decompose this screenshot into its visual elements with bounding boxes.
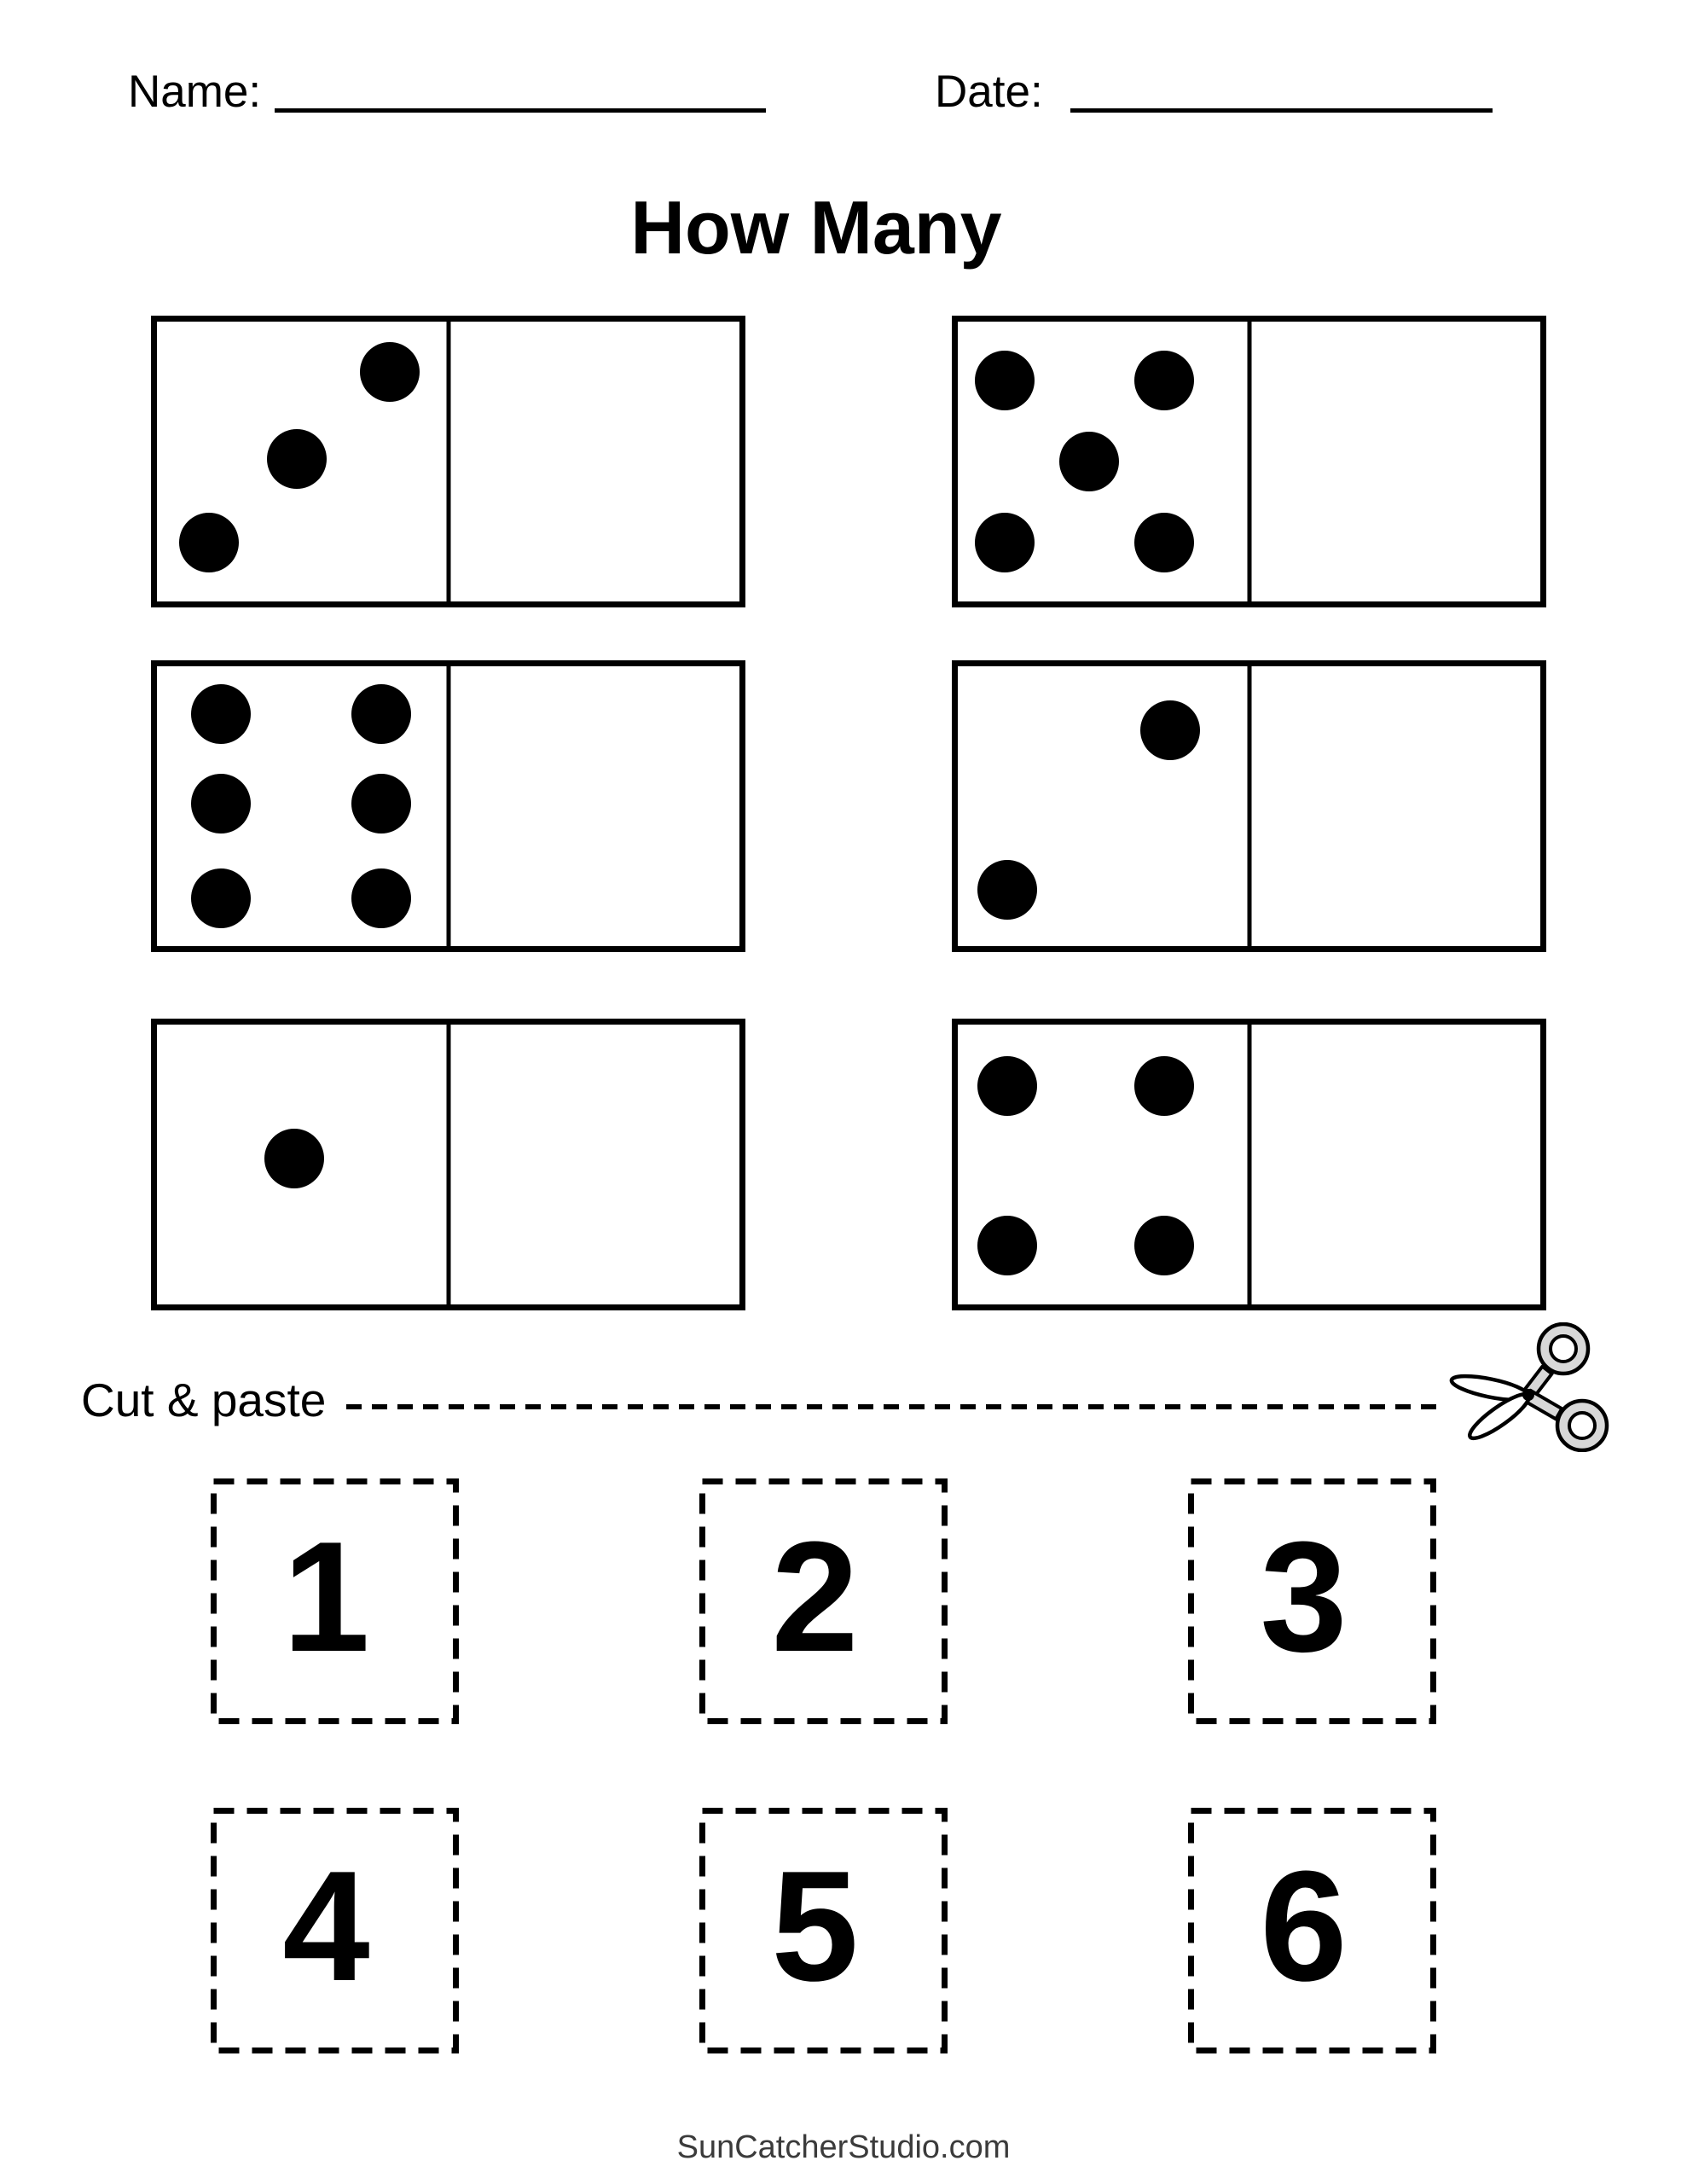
domino-pip bbox=[191, 868, 251, 928]
domino-pip bbox=[1134, 1056, 1194, 1116]
card-number-text: 5 bbox=[771, 1838, 859, 2013]
card-number bbox=[699, 1478, 948, 1724]
domino-pip bbox=[351, 868, 411, 928]
card-number-text: 6 bbox=[1260, 1838, 1348, 2013]
domino bbox=[952, 1019, 1546, 1310]
cut-paste-label: Cut & paste bbox=[81, 1374, 327, 1426]
scissors-icon bbox=[1445, 1322, 1615, 1452]
card-number bbox=[1188, 1808, 1436, 2053]
card-number-text: 3 bbox=[1260, 1508, 1348, 1684]
domino-pip bbox=[977, 1056, 1037, 1116]
domino-pip bbox=[1134, 351, 1194, 410]
domino-pip-area bbox=[958, 1025, 1249, 1304]
domino-pip bbox=[267, 429, 327, 489]
domino-pip bbox=[264, 1129, 324, 1188]
number-card bbox=[699, 1478, 948, 1724]
domino-pip-area bbox=[157, 322, 449, 601]
domino-divider bbox=[1247, 666, 1251, 946]
number-card bbox=[211, 1478, 459, 1724]
domino-divider bbox=[1247, 322, 1251, 601]
domino-pip bbox=[191, 774, 251, 834]
domino-pip bbox=[1140, 700, 1200, 760]
domino-pip bbox=[1134, 1216, 1194, 1275]
domino-pip-area bbox=[958, 322, 1249, 601]
cut-dashed-line bbox=[346, 1404, 1439, 1409]
number-card bbox=[1188, 1808, 1436, 2053]
domino-pip bbox=[977, 860, 1037, 920]
domino bbox=[151, 660, 745, 952]
domino-pip bbox=[977, 1216, 1037, 1275]
domino-pip bbox=[975, 513, 1035, 572]
domino-pip bbox=[191, 684, 251, 744]
domino-pip bbox=[179, 513, 239, 572]
card-number-text: 2 bbox=[771, 1508, 859, 1684]
domino bbox=[952, 660, 1546, 952]
domino bbox=[151, 316, 745, 607]
card-number bbox=[1188, 1478, 1436, 1724]
name-blank-line bbox=[275, 108, 766, 113]
domino-pip-area bbox=[157, 666, 449, 946]
domino-divider bbox=[446, 322, 450, 601]
domino-divider bbox=[1247, 1025, 1251, 1304]
page-title: How Many bbox=[630, 185, 1002, 270]
domino-answer-area bbox=[1249, 322, 1541, 601]
number-card bbox=[211, 1808, 459, 2053]
number-card bbox=[699, 1808, 948, 2053]
domino-pip-area bbox=[958, 666, 1249, 946]
domino-pip bbox=[351, 774, 411, 834]
domino-pip bbox=[360, 342, 420, 402]
card-number-text: 1 bbox=[282, 1508, 370, 1684]
domino-answer-area bbox=[449, 1025, 740, 1304]
domino-pip-area bbox=[157, 1025, 449, 1304]
domino-pip bbox=[1134, 513, 1194, 572]
card-number bbox=[211, 1808, 459, 2053]
domino-answer-area bbox=[1249, 1025, 1541, 1304]
domino-pip bbox=[351, 684, 411, 744]
card-number-text: 4 bbox=[282, 1838, 370, 2013]
card-number bbox=[211, 1478, 459, 1724]
date-label: Date: bbox=[935, 67, 1043, 117]
domino-pip bbox=[1059, 432, 1119, 491]
name-label: Name: bbox=[128, 67, 262, 117]
domino-divider bbox=[446, 666, 450, 946]
footer-text: SunCatcherStudio.com bbox=[676, 2129, 1011, 2165]
domino-answer-area bbox=[449, 322, 740, 601]
domino-pip bbox=[975, 351, 1035, 410]
domino-divider bbox=[446, 1025, 450, 1304]
domino bbox=[151, 1019, 745, 1310]
number-card bbox=[1188, 1478, 1436, 1724]
domino-answer-area bbox=[1249, 666, 1541, 946]
domino bbox=[952, 316, 1546, 607]
card-number bbox=[699, 1808, 948, 2053]
date-blank-line bbox=[1070, 108, 1493, 113]
domino-answer-area bbox=[449, 666, 740, 946]
